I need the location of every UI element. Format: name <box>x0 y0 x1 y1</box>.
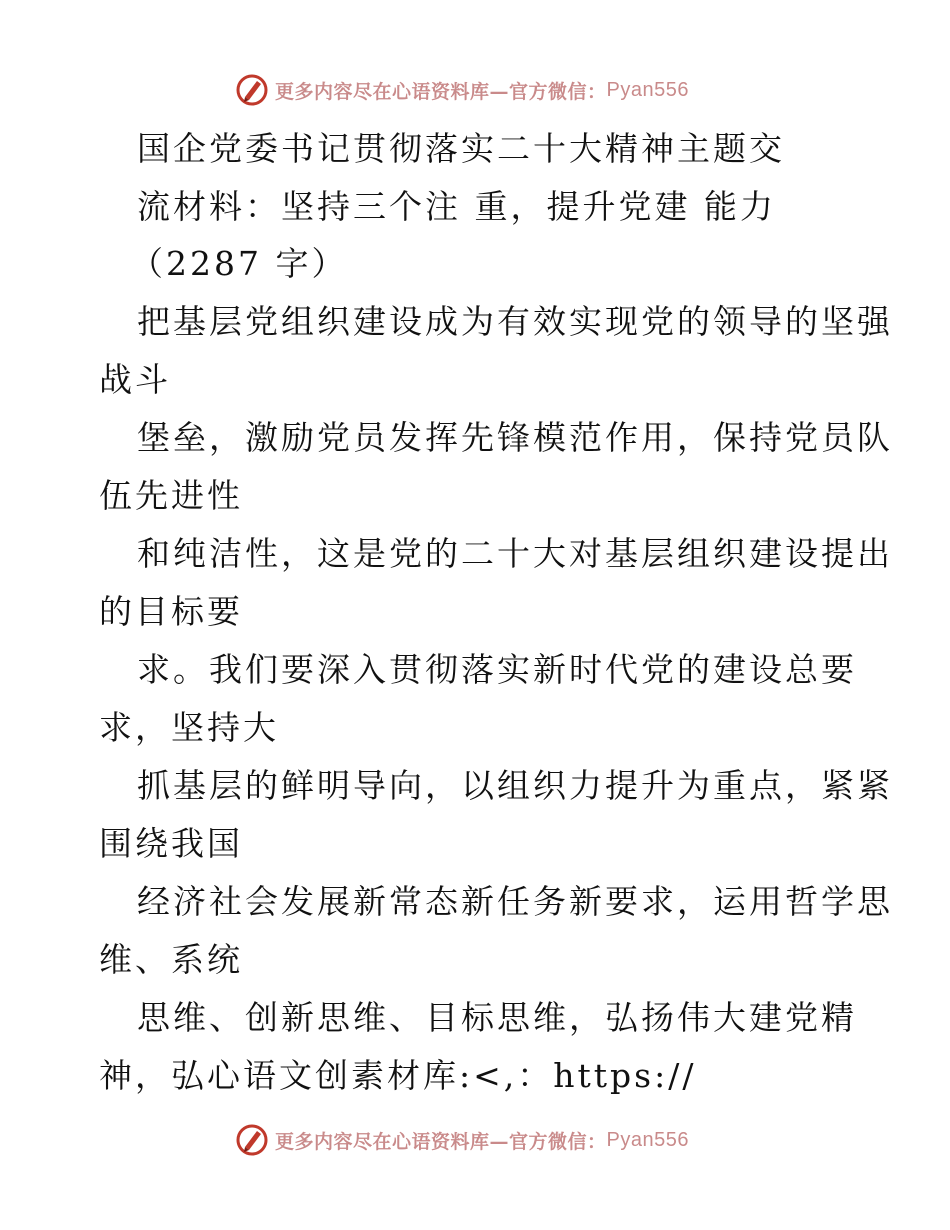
paragraph-line: 战斗 <box>99 360 171 399</box>
footer-watermark-banner <box>235 1122 715 1158</box>
banner-wechat-id: Pyan556 <box>606 78 689 101</box>
pen-logo-icon <box>235 1123 269 1157</box>
banner-wechat-id: Pyan556 <box>606 1128 689 1151</box>
paragraph-line: 求，坚持大 <box>99 708 279 747</box>
paragraph-line: 经济社会发展新常态新任务新要求，运用哲学思 <box>137 882 893 921</box>
pen-logo-icon <box>235 73 269 107</box>
document-title-line-3: （2287 字） <box>130 244 348 283</box>
paragraph-line: 围绕我国 <box>99 824 243 863</box>
header-watermark-banner <box>235 72 715 108</box>
banner-text: 更多内容尽在心语资料库—官方微信： <box>275 1130 607 1153</box>
document-title-line-1: 国企党委书记贯彻落实二十大精神主题交 <box>137 129 785 168</box>
banner-text: 更多内容尽在心语资料库—官方微信： <box>275 80 607 103</box>
paragraph-line: 把基层党组织建设成为有效实现党的领导的坚强 <box>137 302 893 341</box>
paragraph-line: 堡垒，激励党员发挥先锋模范作用，保持党员队 <box>137 418 893 457</box>
paragraph-line: 维、系统 <box>99 940 243 979</box>
paragraph-line: 神，弘心语文创素材库:<,：https:// <box>99 1056 697 1095</box>
paragraph-line: 伍先进性 <box>99 476 243 515</box>
document-title-line-2: 流材料：坚持三个注 重，提升党建 能力 <box>137 187 776 226</box>
paragraph-line: 的目标要 <box>99 592 243 631</box>
paragraph-line: 和纯洁性，这是党的二十大对基层组织建设提出 <box>137 534 893 573</box>
paragraph-line: 求。我们要深入贯彻落实新时代党的建设总要 <box>137 650 857 689</box>
paragraph-line: 抓基层的鲜明导向，以组织力提升为重点，紧紧 <box>137 766 893 805</box>
paragraph-line: 思维、创新思维、目标思维，弘扬伟大建党精 <box>137 998 857 1037</box>
